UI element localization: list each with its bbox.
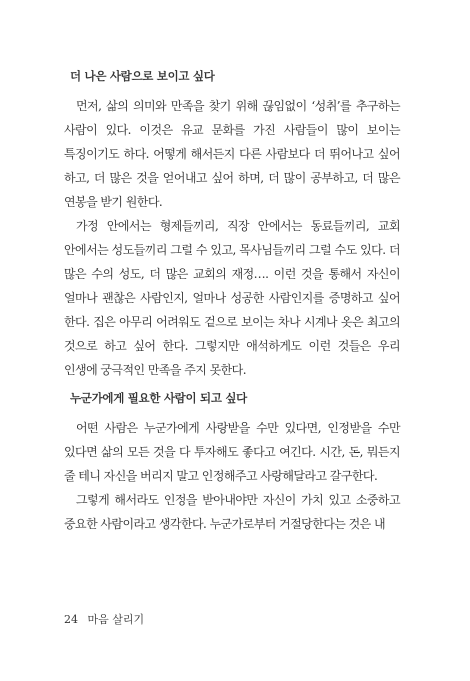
section-heading: 더 나은 사람으로 보이고 싶다 [70,69,215,83]
section-needed-person [64,390,400,536]
page-footer [64,611,144,627]
page-number: 24 [64,613,78,626]
paragraph: 어떤 사람은 누군가에게 사랑받을 수만 있다면, 인정받을 수만 있다면 삶의 모든 것을 다 투자해도 좋다고 여긴다. 시간, 돈, 뭐든지 줄 테니 자신을 버리지 말고 인정해주고 사랑해달라고 갈구한다. [64,421,400,483]
section-better-person [64,68,400,382]
section-heading: 누군가에게 필요한 사람이 되고 싶다 [70,391,247,405]
book-title: 마음 살리기 [87,613,145,626]
paragraph: 그렇게 해서라도 인정을 받아내야만 자신이 가치 있고 소중하고 중요한 사람이라고 생각한다. 누군가로부터 거절당한다는 것은 내 [64,493,400,531]
paragraph: 먼저, 삶의 의미와 만족을 찾기 위해 끊임없이 ‘성취’를 추구하는 사람이 있다. 이것은 유교 문화를 가진 사람들이 많이 보이는 특징이기도 하다. 어떻게 해서든지 다른 사람보다 더 뛰어나고 싶어 하고, 더 많은 것을 얻어내고 싶어 하며, 더 많이 공부하고, 더 많은 연봉을 받기 원한다. [64,99,400,209]
paragraph: 가정 안에서는 형제들끼리, 직장 안에서는 동료들끼리, 교회 안에서는 성도들끼리 그럴 수 있고, 목사님들끼리 그럴 수도 있다. 더 많은 수의 성도, 더 많은 교회의 재정…. 이런 것을 통해서 자신이 얼마나 괜찮은 사람인지, 얼마나 성공한 사람인지를 증명하고 싶어 한다. 집은 아무리 어려워도 겉으로 보이는 차나 시계나 옷은 최고의 것으로 하고 싶어 한다. 그렇지만 애석하게도 이런 것들은 우리 인생에 궁극적인 만족을 주지 못한다. [64,219,400,377]
